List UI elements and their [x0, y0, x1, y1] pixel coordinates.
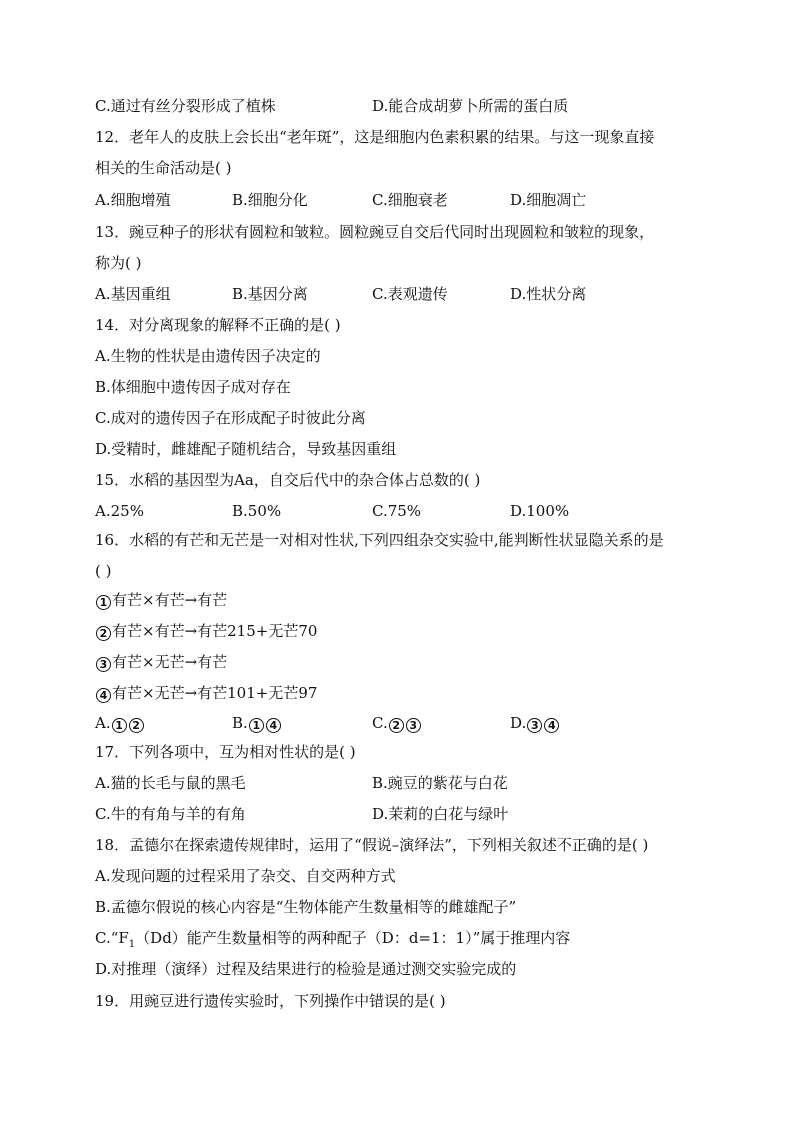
circled-number-icon: 4 — [266, 718, 281, 733]
circled-number-icon: 3 — [406, 718, 421, 733]
q13-stem-line1: 13．豌豆种子的形状有圆粒和皱粒。圆粒豌豆自交后代同时出现圆粒和皱粒的现象， — [95, 223, 655, 241]
q15-stem: 15．水稻的基因型为Aa，自交后代中的杂合体占总数的( ) — [95, 471, 481, 489]
circled-number-icon: 1 — [112, 718, 127, 733]
q18-option-d: D.对推理（演绎）过程及结果进行的检验是通过测交实验完成的 — [95, 960, 517, 978]
q19-stem: 19．用豌豆进行遗传实验时，下列操作中错误的是( ) — [95, 992, 446, 1010]
q16-stem-line1: 16．水稻的有芒和无芒是一对相对性状,下列四组杂交实验中,能判断性状显隐关系的是 — [95, 531, 664, 549]
q11-option-c: C.通过有丝分裂形成了植株 — [95, 97, 276, 115]
q13-option-b: B.基因分离 — [232, 285, 308, 303]
q15-option-a: A.25% — [95, 502, 144, 520]
q12-option-c: C.细胞衰老 — [372, 191, 448, 209]
q12-option-d: D.细胞凋亡 — [510, 191, 587, 209]
q12-stem-line2: 相关的生命活动是( ) — [95, 159, 232, 177]
q11-option-d: D.能合成胡萝卜所需的蛋白质 — [372, 97, 569, 115]
q12-option-b: B.细胞分化 — [232, 191, 308, 209]
circled-number-icon: 4 — [96, 688, 111, 703]
q18-option-c: $C.“F_1(Dd)$能产生数量相等的两种配子（D：d=1：1）”属于推理内容 — [95, 929, 571, 950]
circled-number-icon: 3 — [527, 718, 542, 733]
circled-number-icon: 2 — [96, 626, 111, 641]
q13-option-a: A.基因重组 — [95, 285, 171, 303]
q14-option-a: A.生物的性状是由遗传因子决定的 — [95, 347, 321, 365]
q16-item-4: 4 有芒×无芒→有芒101+无芒97 — [95, 683, 317, 703]
circled-number-icon: 1 — [96, 595, 111, 610]
q14-option-b: B.体细胞中遗传因子成对存在 — [95, 378, 291, 396]
q12-option-a: A.细胞增殖 — [95, 191, 171, 209]
q17-option-a: A.猫的长毛与鼠的黑毛 — [95, 774, 246, 792]
q16-option-c: C. 2 3 — [372, 713, 422, 733]
q15-option-c: C.75% — [372, 502, 422, 520]
circled-number-icon: 2 — [389, 718, 404, 733]
q13-stem-line2: 称为( ) — [95, 254, 142, 272]
q14-option-d: D.受精时，雌雄配子随机结合，导致基因重组 — [95, 440, 397, 458]
q16-option-b: B. 1 4 — [232, 713, 282, 733]
q13-option-d: D.性状分离 — [510, 285, 587, 303]
circled-number-icon: 2 — [129, 718, 144, 733]
q18-stem: 18．孟德尔在探索遗传规律时，运用了“假说–演绎法”，下列相关叙述不正确的是( ) — [95, 836, 649, 854]
q14-option-c: C.成对的遗传因子在形成配子时彼此分离 — [95, 409, 366, 427]
q14-stem: 14．对分离现象的解释不正确的是( ) — [95, 316, 341, 334]
q15-option-d: D.100% — [510, 502, 570, 520]
q17-option-b: B.豌豆的紫花与白花 — [372, 774, 508, 792]
circled-number-icon: 1 — [249, 718, 264, 733]
q13-option-c: C.表观遗传 — [372, 285, 448, 303]
q16-item-2: 2 有芒×有芒→有芒215+无芒70 — [95, 621, 317, 641]
circled-number-icon: 3 — [96, 657, 111, 672]
q12-stem-line1: 12．老年人的皮肤上会长出“老年斑”，这是细胞内色素积累的结果。与这一现象直接 — [95, 128, 655, 146]
q17-option-d: D.茉莉的白花与绿叶 — [372, 805, 509, 823]
q18-option-b: B.孟德尔假说的核心内容是“生物体能产生数量相等的雌雄配子” — [95, 898, 517, 916]
q16-option-d: D. 3 4 — [510, 713, 560, 733]
q17-option-c: C.牛的有角与羊的有角 — [95, 805, 246, 823]
q16-item-1: 1 有芒×有芒→有芒 — [95, 590, 227, 610]
q18-option-a: A.发现问题的过程采用了杂交、自交两种方式 — [95, 867, 396, 885]
q16-item-3: 3 有芒×无芒→有芒 — [95, 652, 227, 672]
q15-option-b: B.50% — [232, 502, 282, 520]
circled-number-icon: 4 — [544, 718, 559, 733]
q17-stem: 17．下列各项中，互为相对性状的是( ) — [95, 743, 356, 761]
q16-option-a: A. 1 2 — [95, 713, 145, 733]
q16-stem-line2: ( ) — [95, 562, 112, 580]
